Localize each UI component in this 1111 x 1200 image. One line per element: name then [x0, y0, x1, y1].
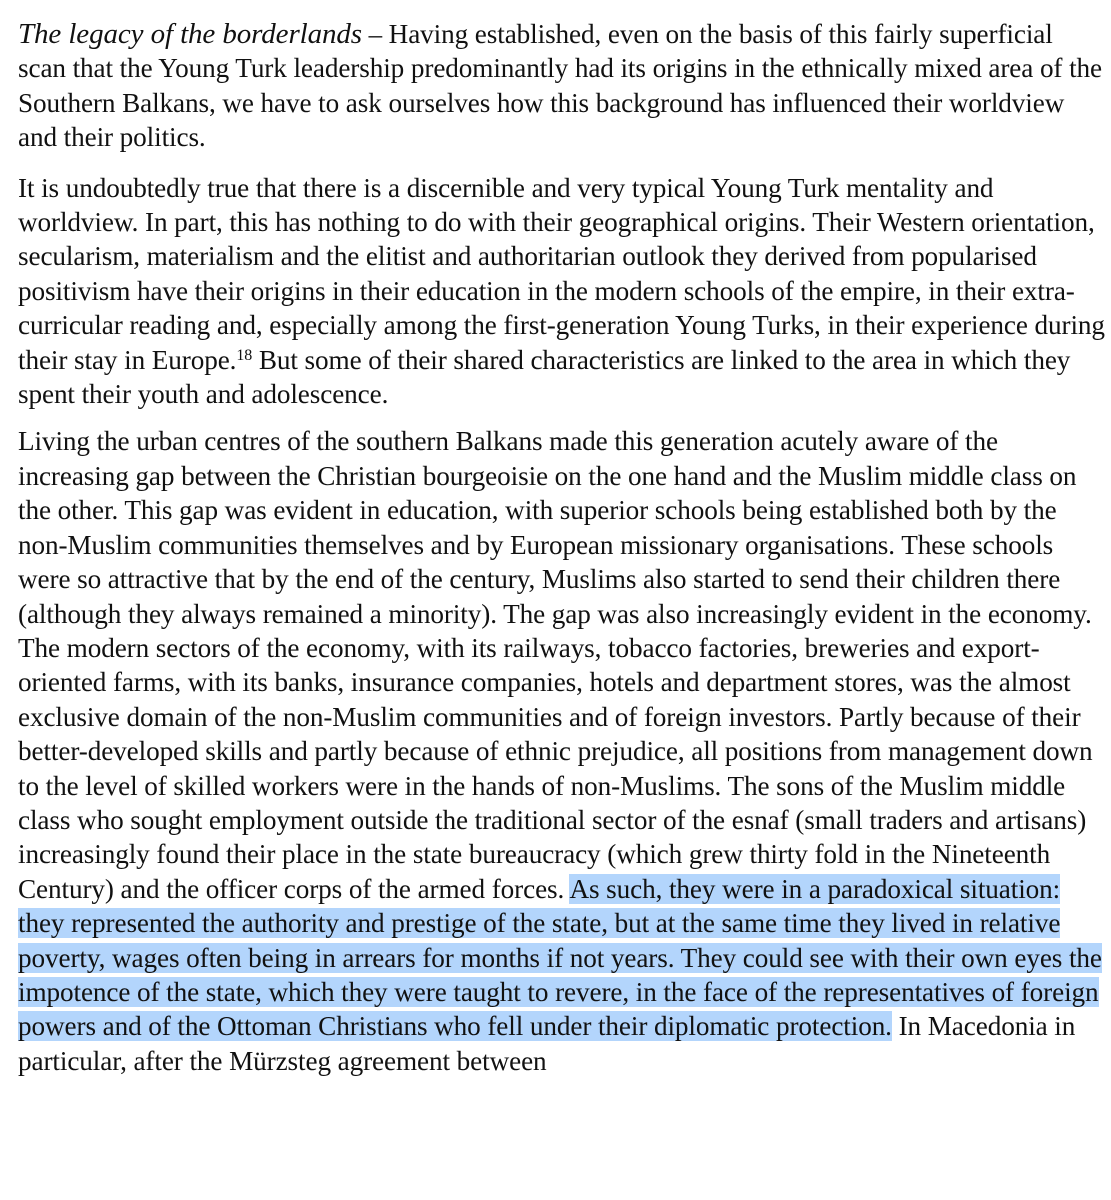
footnote-marker[interactable]: 18 [236, 346, 253, 364]
paragraph-mentality-text-continued: But some of their shared characteristics are linked to the area in which they spent their youth and adolescence. [18, 344, 1071, 410]
highlighted-selection[interactable]: As such, they were in a paradoxical situation: they represented the authority and prestige of the state, but at the same time they lived in relative poverty, wages often being in arrears for months if not years. They could see with their own eyes the impotence of the state, which they were taught to revere, in the face of the representatives of foreign powers and of the Ottoman Christians who fell under their diplomatic protection. [18, 873, 1102, 1042]
paragraph-mentality-text: It is undoubtedly true that there is a discernible and very typical Young Turk mentality and worldview. In part, this has nothing to do with their geographical origins. Their Western orientation, secularism, materialism and the elitist and authoritarian outlook they derived from popularised positivism have their origins in their education in the modern schools of the empire, in their extra-curricular reading and, especially among the first-generation Young Turks, in their experience during their stay in Europe. [18, 172, 1105, 375]
section-title: The legacy of the borderlands [18, 18, 362, 50]
paragraph-urban-centres-text: Living the urban centres of the southern Balkans made this generation acutely aware of the increasing gap between the Christian bourgeoisie on the one hand and the Muslim middle class on the other. This gap was evident in education, with superior schools being established both by the non-Muslim communities themselves and by European missionary organisations. These schools were so attractive that by the end of the century, Muslims also started to send their children there (although they always remained a minority). The gap was also increasingly evident in the economy. The modern sectors of the economy, with its railways, tobacco factories, breweries and export-oriented farms, with its banks, insurance companies, hotels and department stores, was the almost exclusive domain of the non-Muslim communities and of foreign investors. Partly because of their better-developed skills and partly because of ethnic prejudice, all positions from management down to the level of skilled workers were in the hands of non-Muslims. The sons of the Muslim middle class who sought employment outside the traditional sector of the esnaf (small traders and artisans) increasingly found their place in the state bureaucracy (which grew thirty fold in the Nineteenth Century) and the officer corps of the armed forces. [18, 426, 1093, 904]
title-separator: – [361, 19, 389, 49]
paragraph-intro [18, 17, 1106, 155]
document-page [18, 17, 1106, 1094]
paragraph-urban-centres-tail: In Macedonia in particular, after the Mürzsteg agreement between [18, 1011, 1076, 1076]
paragraph-mentality [18, 171, 1106, 412]
paragraph-intro-text: Having established, even on the basis of this fairly superficial scan that the Young Turk leadership predominantly had its origins in the ethnically mixed area of the Southern Balkans, we have to ask ourselves how this background has influenced their worldview and their politics. [18, 19, 1102, 153]
paragraph-urban-centres [18, 424, 1106, 1078]
